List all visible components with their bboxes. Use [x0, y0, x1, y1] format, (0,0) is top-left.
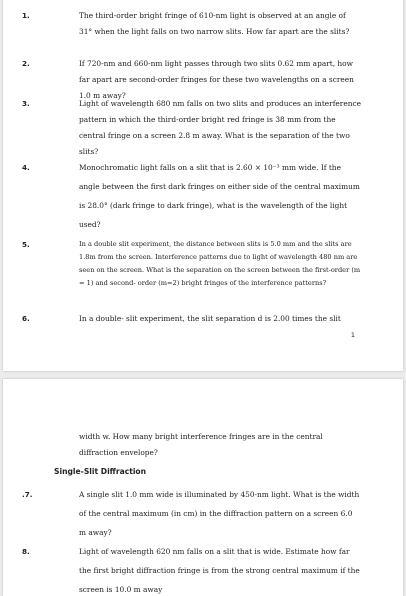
question-number: 4. — [22, 163, 30, 172]
section-heading: Single-Slit Diffraction — [54, 467, 147, 476]
question-number: 1. — [22, 11, 30, 20]
question-text: If 720-nm and 660-nm light passes through two slits 0.62 mm apart, how far apart are second-order fringes for these two wavelengths on a screen 1.0 m away? — [79, 59, 354, 100]
question-text: Monochromatic light falls on a slit that is 2.60 × 10⁻³ mm wide. If the angle between the first dark fringes on either side of the central maximum is 28.0° (dark fringe to dark fringe), what is the wavelength of the light used? — [79, 163, 360, 229]
question-text: In a double- slit experiment, the slit separation d is 2.00 times the slit — [79, 314, 341, 323]
question-number: 6. — [22, 314, 30, 323]
question-text: In a double slit experiment, the distance between slits is 5.0 mm and the slits are 1.8m from the screen. Interference patterns due to light of wavelength 480 nm are seen on the screen. What is the separation on the screen between the first-order (m = 1) and second- order (m=2) bright fringes of the interference patterns? — [79, 240, 361, 287]
page-number: 1 — [350, 331, 355, 339]
question-text: The third-order bright fringe of 610-nm light is observed at an angle of 31° when the light falls on two narrow slits. How far apart are the slits? — [79, 11, 350, 36]
question-text: width w. How many bright interference fringes are in the central diffraction envelope? — [79, 432, 323, 457]
question-text: A single slit 1.0 mm wide is illuminated by 450-nm light. What is the width of the central maximum (in cm) in the diffraction pattern on a screen 6.0 m away? — [79, 490, 360, 537]
question-number: 8. — [22, 547, 30, 556]
question-number: 5. — [22, 240, 30, 249]
question-number: .7. — [22, 490, 33, 499]
document-page-2 — [3, 379, 403, 596]
document-page-1 — [3, 0, 403, 371]
question-text: Light of wavelength 680 nm falls on two slits and produces an interference pattern in which the third-order bright red fringe is 38 mm from the central fringe on a screen 2.8 m away. What is the separation of the two slits? — [79, 99, 361, 156]
question-text: Light of wavelength 620 nm falls on a slit that is wide. Estimate how far the first bright diffraction fringe is from the strong central maximum if the screen is 10.0 m away — [79, 547, 360, 594]
question-number: 3. — [22, 99, 30, 108]
question-number: 2. — [22, 59, 30, 68]
